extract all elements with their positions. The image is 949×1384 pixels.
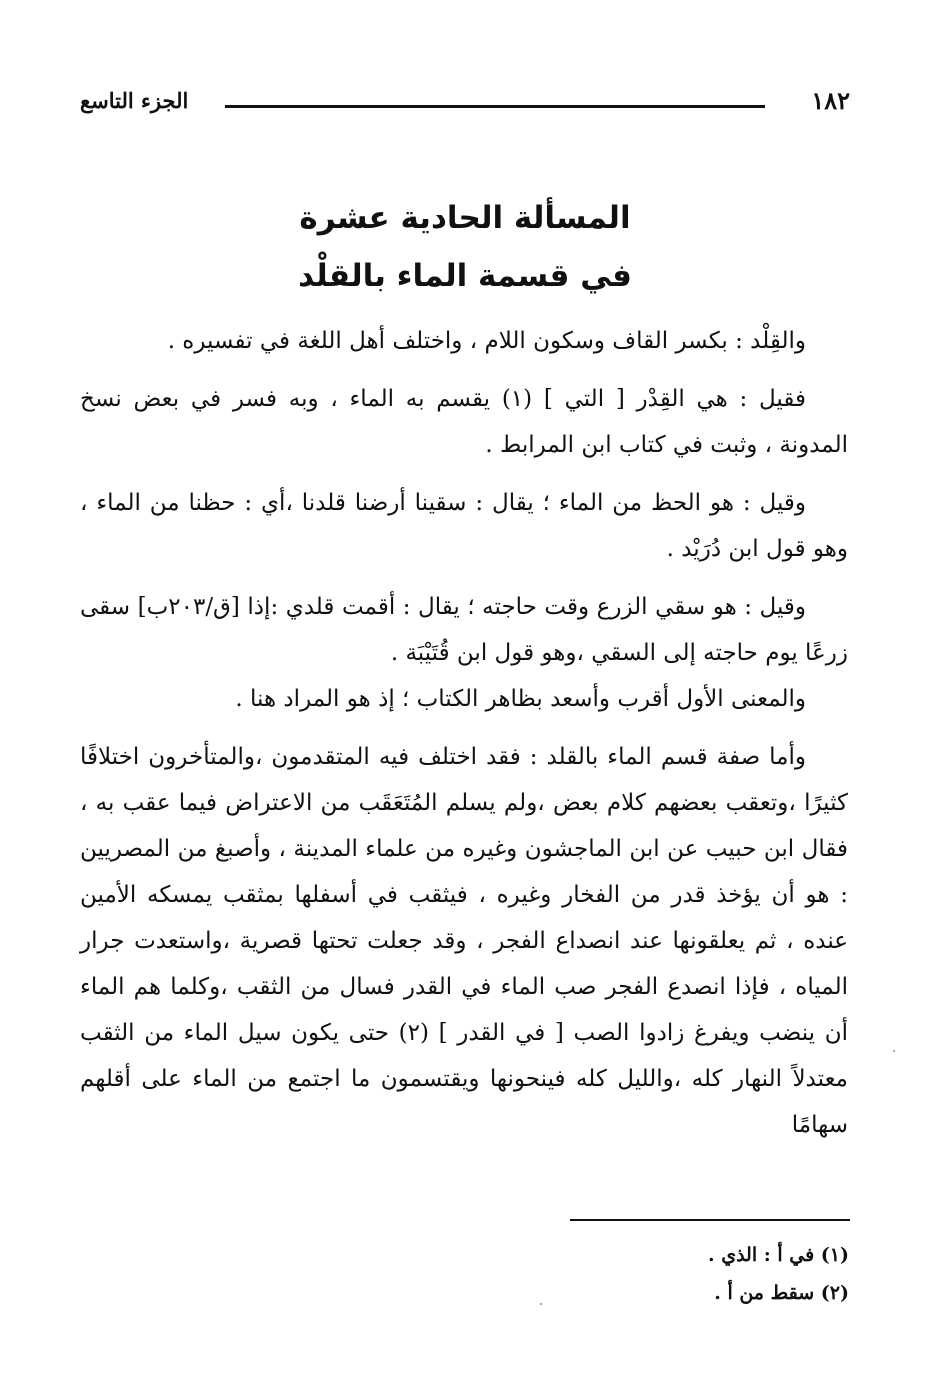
footnote-1: (١) في أ : الذي .	[707, 1244, 849, 1266]
scan-speck	[893, 1050, 895, 1052]
paragraph-method-description: وأما صفة قسم الماء بالقلد : فقد اختلف فيه المتقدمون ،والمتأخرون اختلافًا كثيرًا ،وتعقب بعضهم كلام بعض ،ولم يسلم المُتَعَقَب من الاعتراض فيما عقب به ، فقال ابن حبيب عن ابن الماجشون وغيره من علماء المدينة ، وأصبغ من المصريين : هو أن يؤخذ قدر من الفخار وغيره ، فيثقب في أسفلها بمثقب يمسكه الأمين عنده ، ثم يعلقونها عند انصداع الفجر ، وقد جعلت تحتها قصرية ،واستعدت جرار المياه ، فإذا انصدع الفجر صب الماء في القدر فسال من الثقب ،وكلما هم الماء أن ينضب ويفرغ زادوا الصب [ في القدر ] (٢) حتى يكون سيل الماء من الثقب معتدلاً النهار كله ،والليل كله فينحونها ويقتسمون ما اجتمع من الماء على أقلهم سهامًا	[80, 744, 848, 1138]
body-text	[80, 318, 848, 1148]
paragraph-third-opinion: وقيل : هو سقي الزرع وقت حاجته ؛ يقال : أقمت قلدي :إذا [ق/٢٠٣ب] سقى زرعًا يوم حاجته إلى السقي ،وهو قول ابن قُتَيْبَة .	[80, 594, 848, 666]
chapter-title: المسألة الحادية عشرة	[299, 200, 631, 236]
paragraph-preferred-meaning: والمعنى الأول أقرب وأسعد بظاهر الكتاب ؛ إذ هو المراد هنا .	[235, 686, 806, 712]
page-header	[80, 86, 850, 126]
footnote-2: (٢) سقط من أ .	[714, 1282, 849, 1304]
footnote-rule	[570, 1219, 850, 1221]
footnotes	[349, 1236, 849, 1312]
chapter-subtitle: في قسمة الماء بالقلْد	[298, 258, 632, 294]
paragraph-second-opinion: وقيل : هو الحظ من الماء ؛ يقال : سقينا أرضنا قلدنا ،أي : حظنا من الماء ، وهو قول ابن دُرَيْد .	[80, 490, 848, 562]
paragraph-first-opinion: فقيل : هي القِدْر [ التي ] (١) يقسم به الماء ، وبه فسر في بعض نسخ المدونة ، وثبت في كتاب ابن المرابط .	[80, 386, 848, 458]
page-number: ١٨٢	[811, 86, 850, 115]
part-title: الجزء التاسع	[80, 88, 189, 113]
paragraph-definition: والقِلْد : بكسر القاف وسكون اللام ، واختلف أهل اللغة في تفسيره .	[167, 328, 806, 354]
header-rule	[225, 105, 765, 108]
scan-speck	[540, 1303, 542, 1305]
